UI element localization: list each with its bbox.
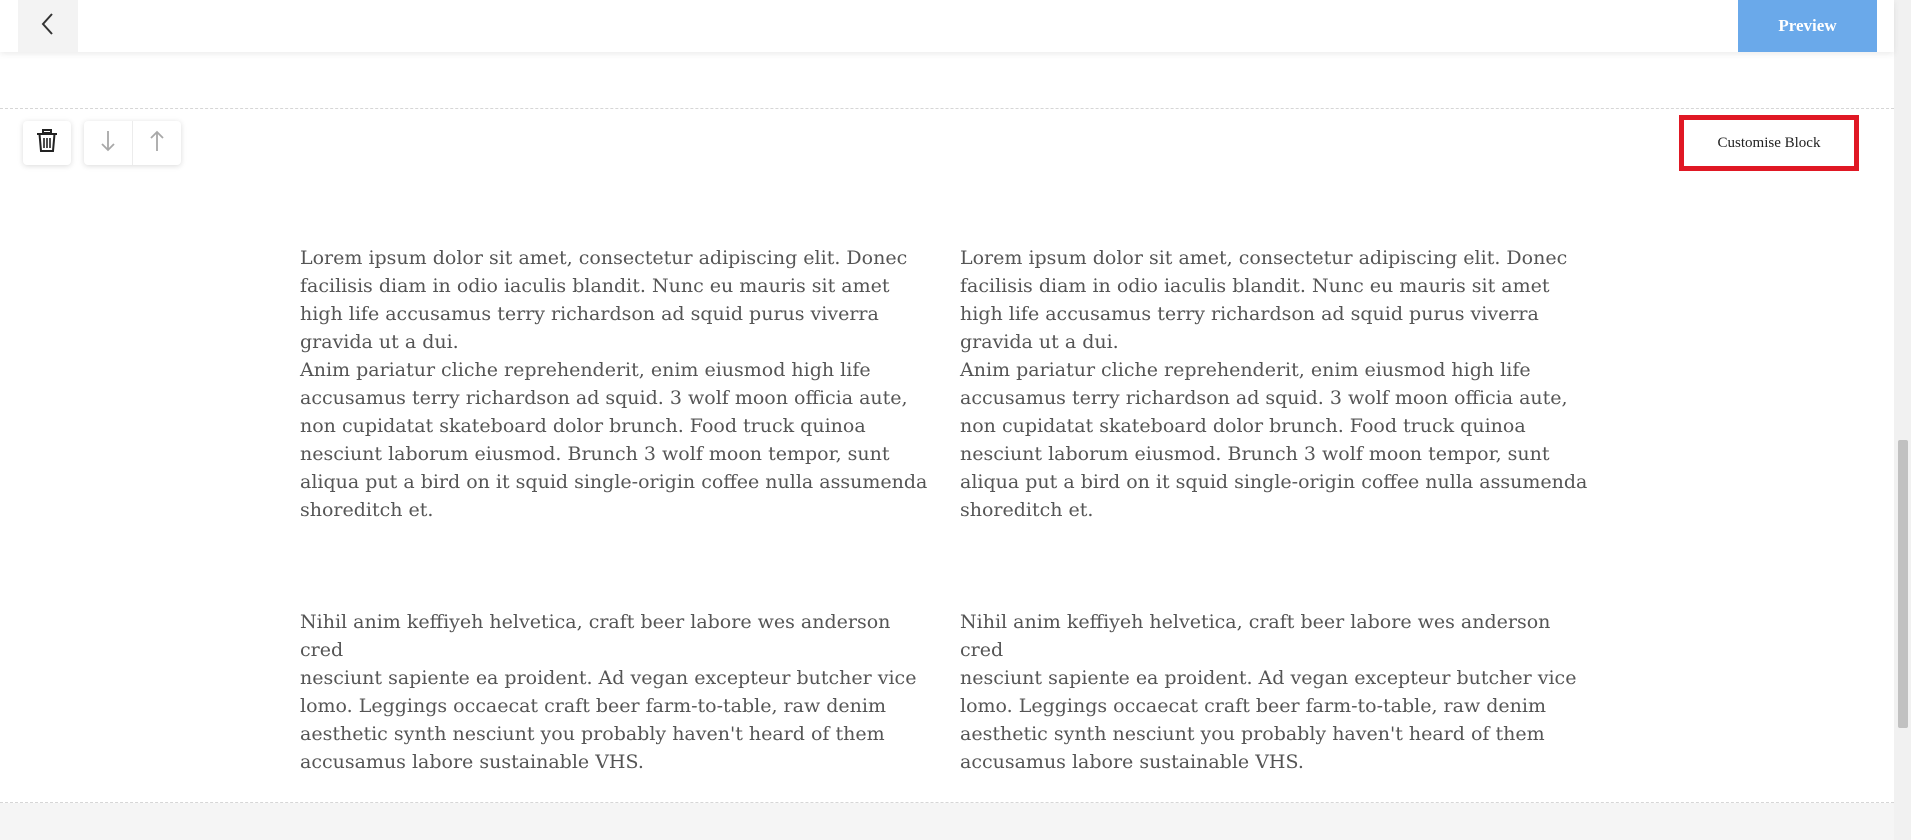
move-controls (84, 121, 181, 165)
chevron-left-icon (40, 11, 56, 42)
back-button[interactable] (18, 0, 78, 52)
paragraph: Nihil anim keffiyeh helvetica, craft beer labore wes anderson cred nesciunt sapiente ea proident. Ad vegan excepteur butcher vice lomo. Leggings occaecat craft beer farm-to-table, raw denim aesthetic synth nesciunt you probably haven't heard of them accusamus labore sustainable VHS. (300, 611, 917, 773)
paragraph: Nihil anim keffiyeh helvetica, craft beer labore wes anderson cred nesciunt sapiente ea proident. Ad vegan excepteur butcher vice lomo. Leggings occaecat craft beer farm-to-table, raw denim aesthetic synth nesciunt you probably haven't heard of them accusamus labore sustainable VHS. (960, 611, 1577, 773)
two-column-text-block (300, 216, 1591, 804)
move-down-button[interactable] (84, 121, 132, 165)
block-top-divider (0, 108, 1894, 109)
scrollbar-thumb[interactable] (1898, 440, 1908, 728)
paragraph: Lorem ipsum dolor sit amet, consectetur adipiscing elit. Donec facilisis diam in odio iaculis blandit. Nunc eu mauris sit amet high life accusamus terry richardson ad squid purus viverra gravida ut a dui. Anim pariatur cliche reprehenderit, enim eiusmod high life accusamus terry richardson ad squid. 3 wolf moon officia aute, non cupidatat skateboard dolor brunch. Food truck quinoa nesciunt laborum eiusmod. Brunch 3 wolf moon tempor, sunt aliqua put a bird on it squid single-origin coffee nulla assumenda shoreditch et. (960, 247, 1588, 521)
delete-block-button[interactable] (23, 121, 71, 165)
customise-block-button[interactable]: Customise Block (1679, 115, 1859, 171)
trash-icon (36, 129, 58, 158)
arrow-down-icon (100, 129, 116, 158)
move-up-button[interactable] (132, 121, 181, 165)
text-column-right (960, 216, 1591, 804)
preview-button[interactable]: Preview (1738, 0, 1877, 52)
paragraph: Lorem ipsum dolor sit amet, consectetur adipiscing elit. Donec facilisis diam in odio iaculis blandit. Nunc eu mauris sit amet high life accusamus terry richardson ad squid purus viverra gravida ut a dui. Anim pariatur cliche reprehenderit, enim eiusmod high life accusamus terry richardson ad squid. 3 wolf moon officia aute, non cupidatat skateboard dolor brunch. Food truck quinoa nesciunt laborum eiusmod. Brunch 3 wolf moon tempor, sunt aliqua put a bird on it squid single-origin coffee nulla assumenda shoreditch et. (300, 247, 928, 521)
top-bar (0, 0, 1894, 52)
text-column-left (300, 216, 931, 804)
arrow-up-icon (149, 129, 165, 158)
next-block-area (0, 803, 1894, 840)
